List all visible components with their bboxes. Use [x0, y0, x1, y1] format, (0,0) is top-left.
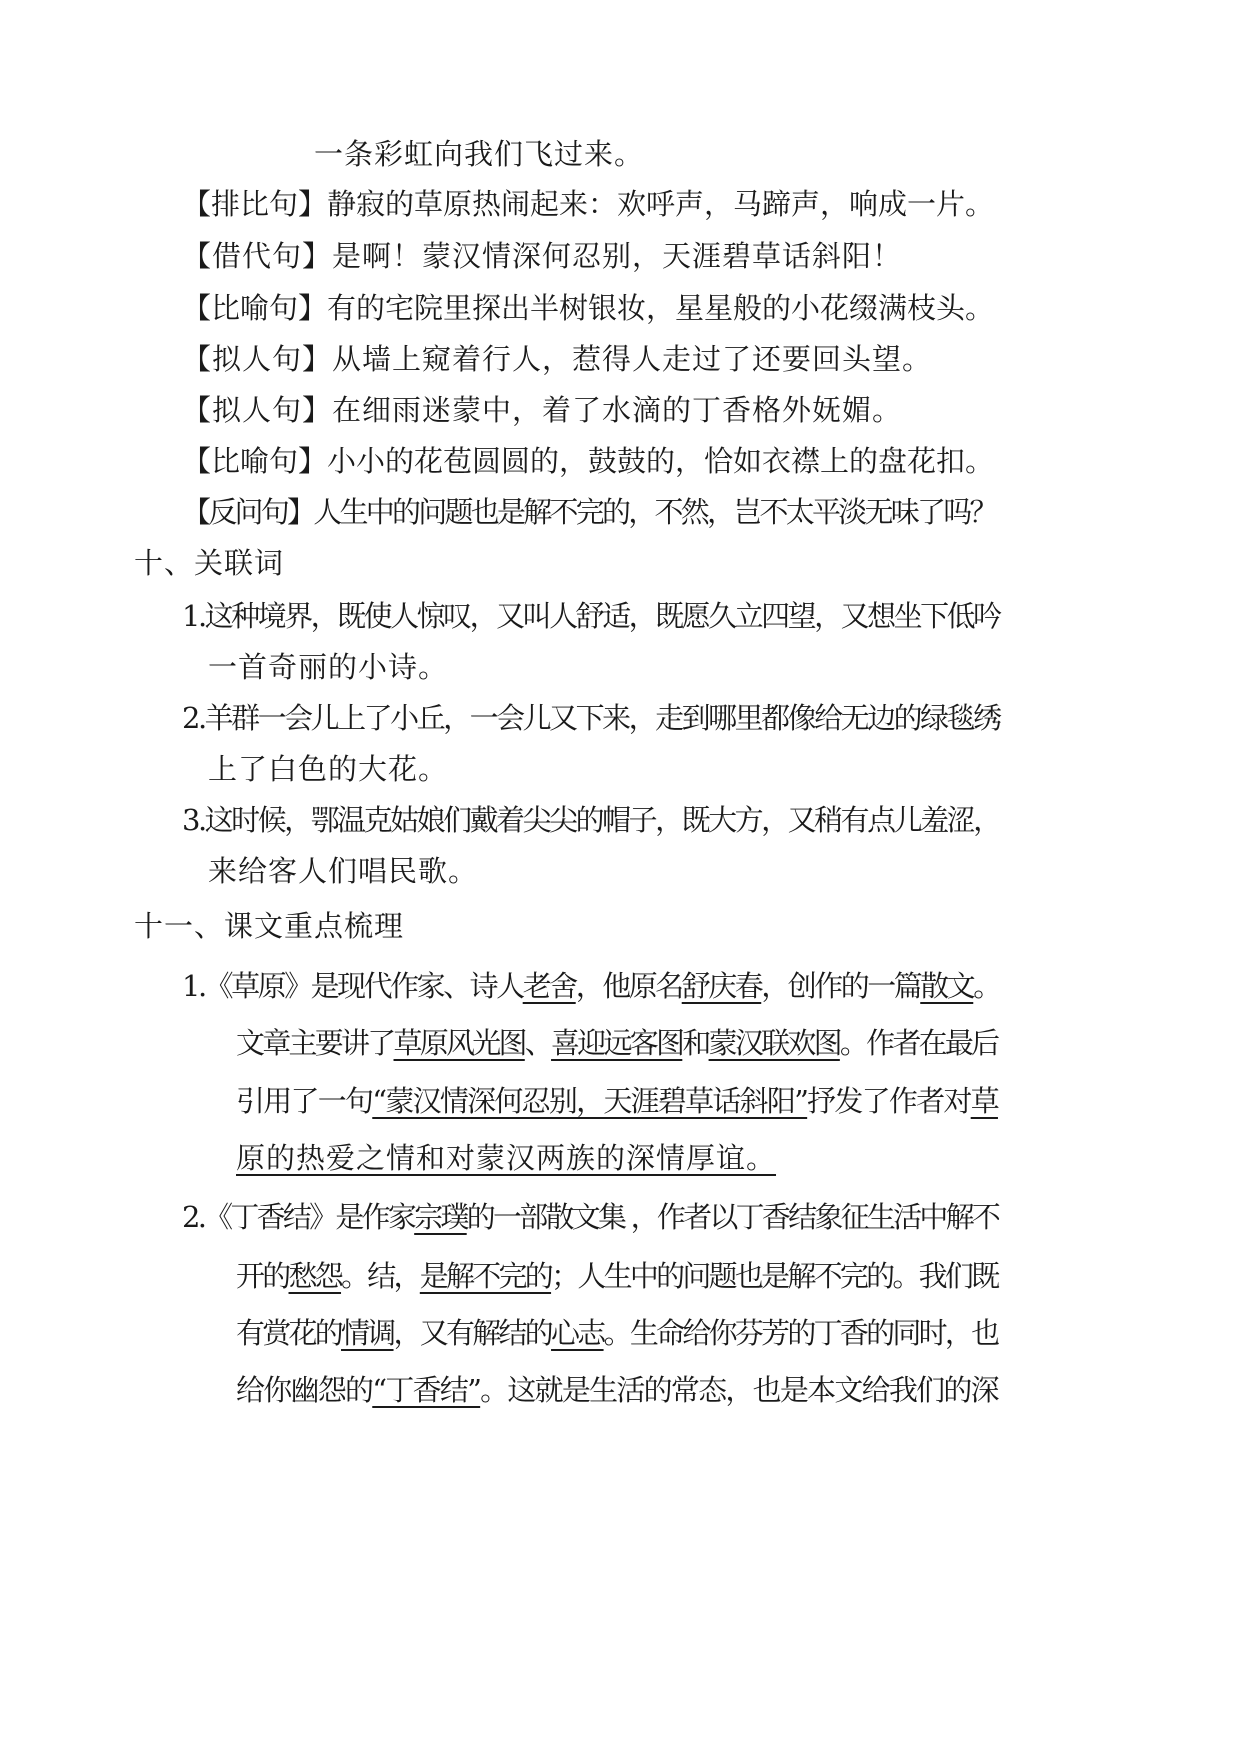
rhetoric-tag: 【比喻句】 [182, 444, 328, 478]
rhetoric-text: 人生中的问题也是解不完的，不然，岂不太平淡无味了吗？ [313, 495, 996, 529]
text-segment: 引用了一句 [236, 1084, 373, 1118]
text-segment: 。生命给你芬芳的丁香的同时，也 [603, 1316, 998, 1350]
text-segment: ，又有解结的 [393, 1316, 552, 1350]
rhetoric-line-jiedai [182, 236, 902, 276]
paragraph-dingxiangjie-line-2 [236, 1256, 997, 1296]
underlined-answer: 喜迎远客图 [551, 1026, 683, 1060]
underlined-answer: 草原风光图 [393, 1026, 525, 1060]
section-heading-kewen-zhongdian: 十一、课文重点梳理 [134, 909, 405, 943]
paragraph-caoyuan-line-2 [236, 1023, 997, 1063]
rhetoric-tag: 【拟人句】 [182, 342, 333, 376]
item-number: 2. [182, 1200, 205, 1234]
rhetoric-text: 从墙上窥着行人，惹得人走过了还要回头望。 [332, 342, 933, 376]
text-segment: 文章主要讲了 [236, 1026, 394, 1060]
item-number: 3. [182, 803, 205, 837]
underlined-answer: 愁怨 [288, 1259, 342, 1293]
list-item [182, 596, 1000, 636]
text-segment: 《草原》是现代作家、诗人 [204, 969, 523, 1003]
text-segment: ，他原名 [575, 969, 682, 1003]
underlined-answer: “丁香结” [372, 1373, 481, 1407]
paragraph-dingxiangjie-line-4 [236, 1370, 998, 1410]
underlined-answer: 是解不完的 [419, 1259, 552, 1293]
list-item [182, 800, 1000, 840]
text-segment: 、 [524, 1026, 552, 1060]
section-heading-guanlianci: 十、关联词 [134, 546, 285, 580]
rhetoric-line-niren-2 [182, 390, 902, 430]
text-segment: 的一部散文集 ，作者以丁香结象征生活中解不 [466, 1200, 999, 1234]
rhetoric-line-biyu-1 [182, 288, 994, 328]
text-segment: 给你幽怨的 [236, 1373, 373, 1407]
list-item-continuation: 上了白色的大花。 [208, 752, 449, 786]
underlined-answer: 草 [970, 1084, 998, 1118]
text-segment: 有赏花的 [236, 1316, 342, 1350]
underlined-answer: 蒙汉联欢图 [708, 1026, 840, 1060]
text-segment: 。这就是生活的常态，也是本文给我们的深 [480, 1373, 998, 1407]
item-text: 这种境界，既使人惊叹，又叫人舒适，既愿久立四望，又想坐下低吟 [204, 599, 1000, 633]
text-segment: 。作者在最后 [839, 1026, 998, 1060]
list-item-continuation: 一首奇丽的小诗。 [208, 650, 449, 684]
paragraph-dingxiangjie-line-1 [182, 1197, 998, 1237]
item-number: 2. [182, 701, 205, 735]
text-segment: 。结， [341, 1259, 420, 1293]
underlined-answer: 原的热爱之情和对蒙汉两族的深情厚谊。 [236, 1141, 777, 1175]
underlined-answer: 宗璞 [414, 1200, 467, 1234]
item-number: 1. [182, 599, 205, 633]
paragraph-dingxiangjie-line-3 [236, 1313, 997, 1353]
rhetoric-tag: 【借代句】 [182, 239, 333, 273]
text-segment: 。 [973, 969, 1000, 1003]
rhetoric-text: 有的宅院里探出半树银妆，星星般的小花缀满枝头。 [327, 291, 995, 325]
underlined-answer: 舒庆春 [681, 969, 762, 1003]
rhetoric-line-paibi [182, 184, 994, 224]
rhetoric-tag: 【比喻句】 [182, 291, 328, 325]
rhetoric-text: 在细雨迷蒙中，着了水滴的丁香格外妩媚。 [332, 393, 903, 427]
rhetoric-line-fanwen [182, 492, 996, 532]
underlined-answer: 散文 [920, 969, 974, 1003]
text-segment: 和 [682, 1026, 709, 1060]
list-item [182, 698, 1000, 738]
rhetoric-line-niren-1 [182, 339, 932, 379]
rhetoric-tag: 【拟人句】 [182, 393, 333, 427]
rhetoric-tag: 【排比句】 [182, 187, 328, 221]
paragraph-caoyuan-line-3 [236, 1081, 998, 1121]
text-segment: ；人生中的问题也是解不完的。我们既 [551, 1259, 998, 1293]
paragraph-caoyuan-line-1 [182, 966, 1000, 1006]
rhetoric-text: 静寂的草原热闹起来：欢呼声，马蹄声，响成一片。 [327, 187, 995, 221]
underlined-answer: “蒙汉情深何忍别，天涯碧草话斜阳” [372, 1084, 808, 1118]
rhetoric-tag: 【反问句】 [182, 495, 314, 529]
underlined-answer: 情调 [341, 1316, 394, 1350]
continuation-line: 一条彩虹向我们飞过来。 [314, 137, 645, 171]
paragraph-caoyuan-line-4 [236, 1138, 776, 1178]
underlined-answer: 老舍 [522, 969, 576, 1003]
rhetoric-line-biyu-2 [182, 441, 994, 481]
text-segment: 抒发了作者对 [807, 1084, 971, 1118]
item-text: 这时候，鄂温克姑娘们戴着尖尖的帽子，既大方，又稍有点儿羞涩， [204, 803, 1000, 837]
rhetoric-text: 是啊！蒙汉情深何忍别，天涯碧草话斜阳！ [332, 239, 903, 273]
item-text: 羊群一会儿上了小丘，一会儿又下来，走到哪里都像给无边的绿毯绣 [204, 701, 1000, 735]
list-item-continuation: 来给客人们唱民歌。 [208, 854, 479, 888]
text-segment: 《丁香结》是作家 [204, 1200, 415, 1234]
text-segment: 开的 [236, 1259, 289, 1293]
rhetoric-text: 小小的花苞圆圆的，鼓鼓的，恰如衣襟上的盘花扣。 [327, 444, 995, 478]
underlined-answer: 心志 [551, 1316, 604, 1350]
item-number: 1. [182, 969, 205, 1003]
text-segment: ，创作的一篇 [761, 969, 921, 1003]
